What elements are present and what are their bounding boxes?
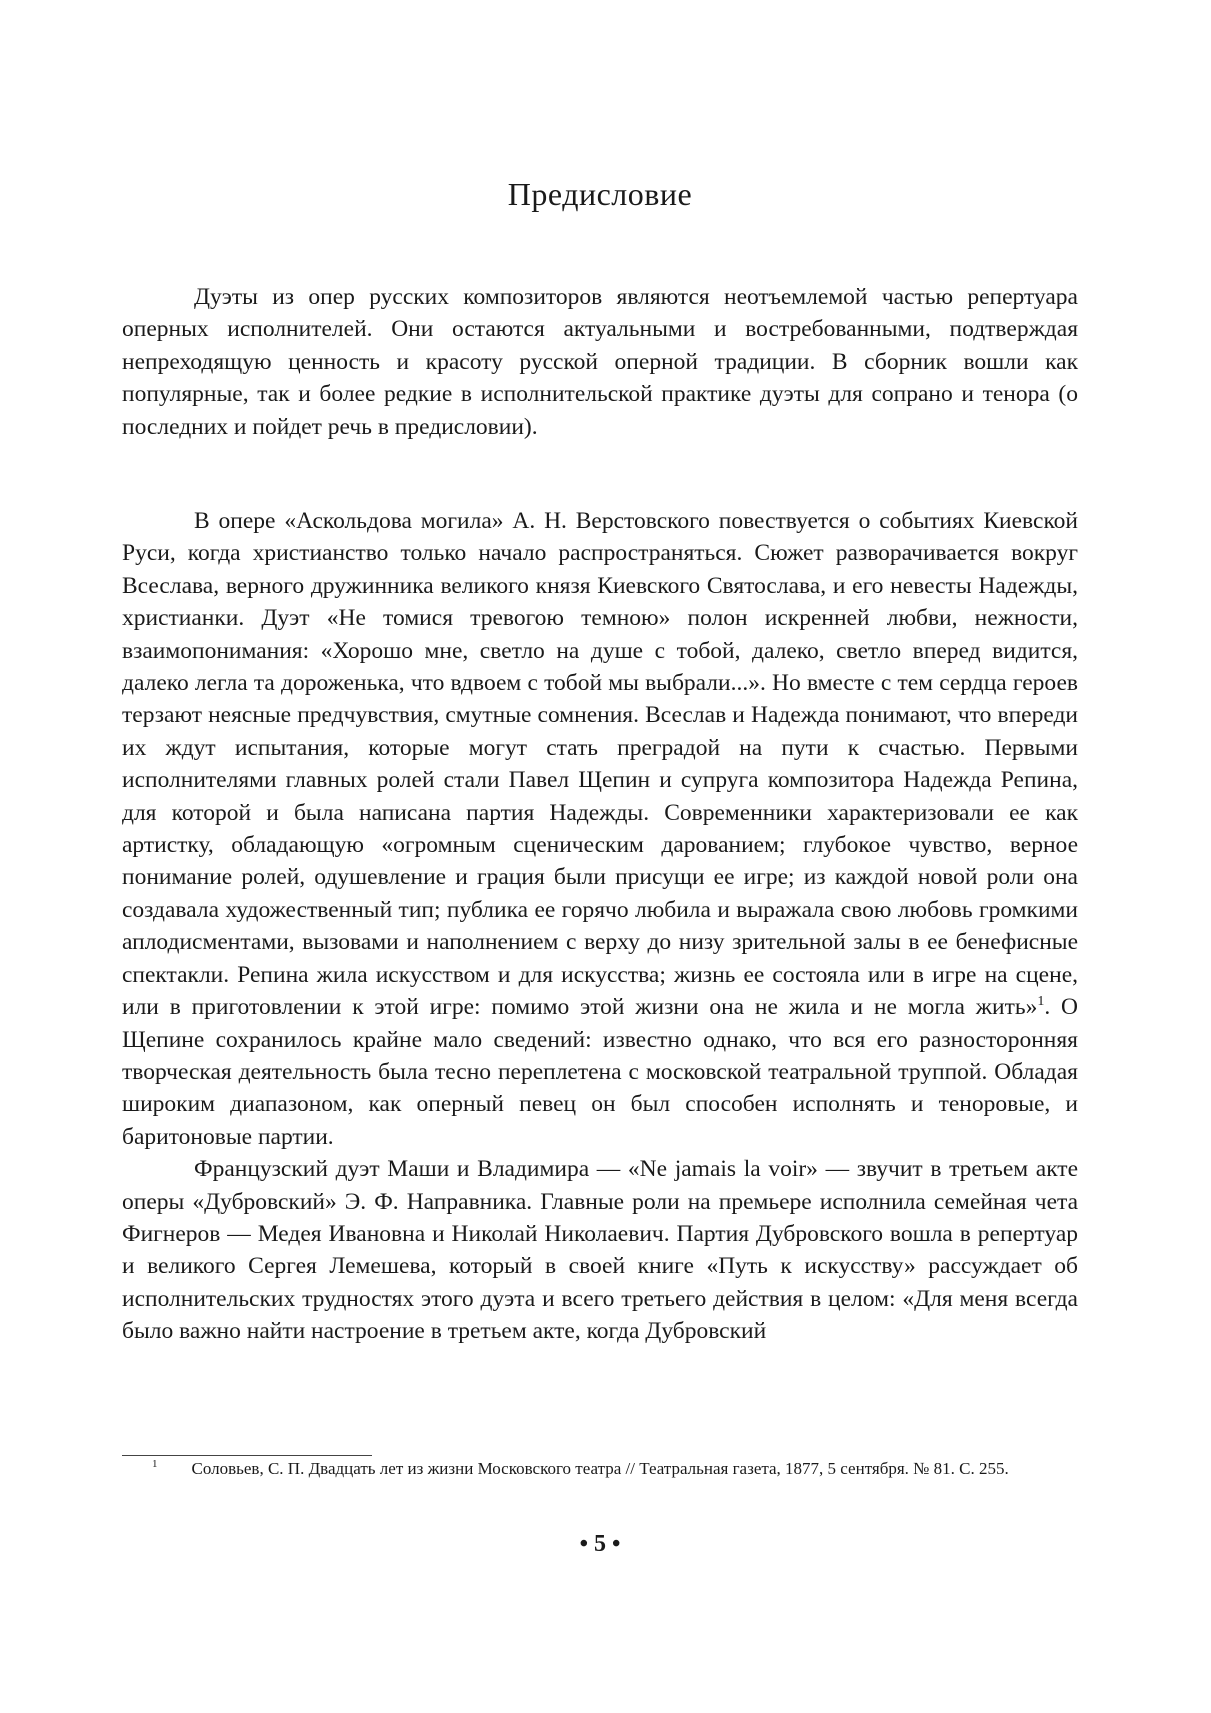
footnote-divider [122, 1455, 372, 1456]
dubrovsky-paragraph: Французский дуэт Маши и Владимира — «Ne jamais la voir» — звучит в третьем акте оперы «Дубровский» Э. Ф. Направника. Главные роли на премьере исполнила семейная чета Фигнеров — Медея Ивановна и Николай Николаевич. Партия Дубровского вошла в репертуар и великого Сергея Лемешева, который в своей книге «Путь к искусству» рассуждает об исполнительских трудностях этого дуэта и всего третьего действия в целом: «Для меня всегда было важно найти настроение в третьем акте, когда Дубровский [122, 1156, 1078, 1345]
main-section [122, 505, 1078, 1348]
book-page [122, 0, 1078, 1713]
footnote-text: Соловьев, С. П. Двадцать лет из жизни Московского театра // Театральная газета, 1877, 5 сентября. № 81. С. 255. [191, 1459, 1009, 1478]
footnote-marker: 1 [152, 1458, 158, 1471]
footnote-reference[interactable]: 1 [1037, 994, 1045, 1010]
page-title: Предисловие [507, 176, 693, 212]
askold-paragraph [122, 505, 1078, 1153]
intro-paragraph: Дуэты из опер русских композиторов являются неотъемлемой частью репертуара оперных исполнителей. Они остаются актуальными и востребованными, подтверждая непреходящую ценность и красоту русской оперной традиции. В сборник вошли как популярные, так и более редкие в исполнительской практике дуэты для сопрано и тенора (о последних и пойдет речь в предисловии). [122, 284, 1078, 440]
askold-text-part-1: В опере «Аскольдова могила» А. Н. Верстовского повествуется о событиях Киевской Руси, когда христианство только начало распространяться. Сюжет разворачивается вокруг Всеслава, верного дружинника великого князя Киевского Святослава, и его невесты Надежды, христианки. Дуэт «Не томися тревогою темною» полон искренней любви, нежности, взаимопонимания: «Хорошо мне, светло на душе с тобой, далеко, светло вперед видится, далеко легла та дороженька, что вдвоем с тобой мы выбрали...». Но вместе с тем сердца героев терзают неясные предчувствия, смутные сомнения. Всеслав и Надежда понимают, что впереди их ждут испытания, которые могут стать преградой на пути к счастью. Первыми исполнителями главных ролей стали Павел Щепин и супруга композитора Надежда Репина, для которой и была написана партия Надежды. Современники характеризовали ее как артистку, обладающую «огромным сценическим дарованием; глубокое чувство, верное понимание ролей, одушевление и грация были присущи ее игре; из каждой новой роли она создавала художественный тип; публика ее горячо любила и выражала свою любовь громкими аплодисментами, вызовами и наполнением с верху до низу зрительной залы в ее бенефисные спектакли. Репина жила искусством и для искусства; жизнь ее состояла или в игре на сцене, или в приготовлении к этой игре: помимо этой жизни она не жила и не могла жить» [122, 508, 1078, 1021]
askold-text-part-2: . О Щепине сохранилось крайне мало сведений: известно однако, что вся его разносторонняя творческая деятельность была тесно переплетена с московской театральной труппой. Обладая широким диапазоном, как оперный певец он был способен исполнять и теноровые, и баритоновые партии. [122, 994, 1078, 1150]
intro-section [122, 281, 1078, 443]
footnote [122, 1458, 1078, 1480]
page-number: • 5 • [579, 1531, 621, 1557]
